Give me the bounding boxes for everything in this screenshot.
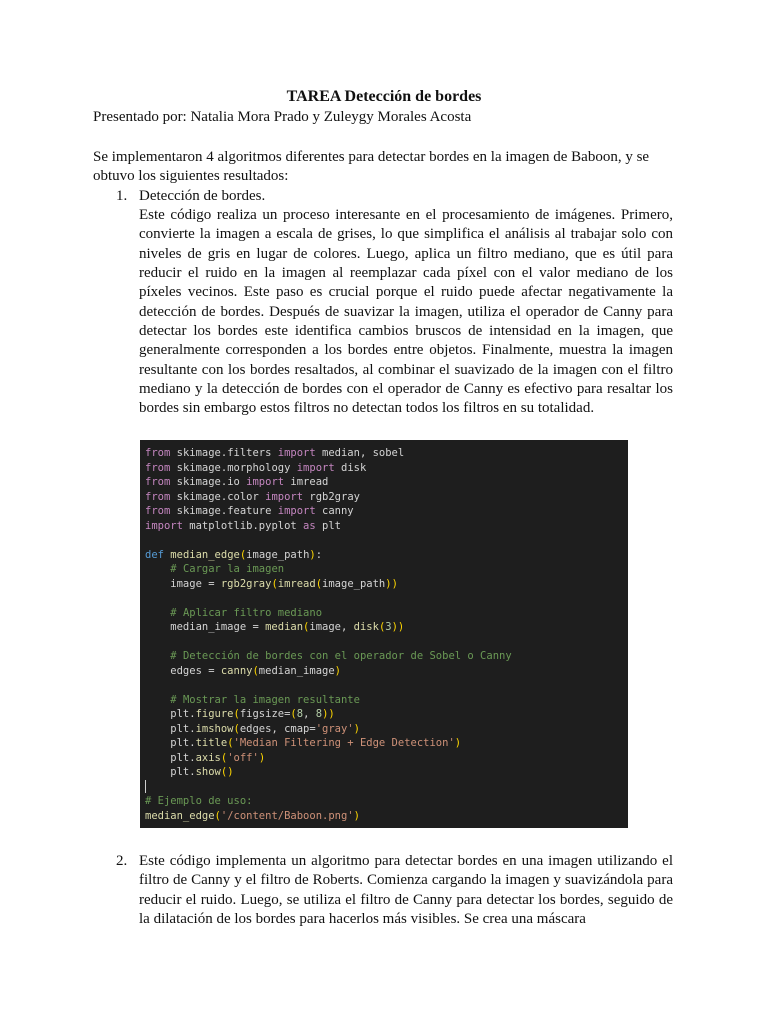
code-token: ( — [239, 548, 247, 561]
code-token: def — [145, 548, 164, 561]
authors-line: Presentado por: Natalia Mora Prado y Zuleygy Morales Acosta — [93, 109, 472, 125]
code-token: 3 — [385, 621, 392, 633]
code-token: ) — [353, 809, 360, 822]
code-token: disk — [334, 461, 367, 474]
code-token: ) — [454, 737, 462, 749]
code-token: skimage.morphology — [170, 461, 297, 474]
code-token: ( — [214, 809, 221, 822]
code-token: skimage.color — [170, 490, 266, 503]
code-token: rgb2gray — [220, 577, 272, 590]
code-token: ( — [303, 621, 310, 633]
code-token: axis — [195, 751, 221, 764]
code-token — [145, 694, 170, 706]
code-token: image_path — [322, 577, 386, 590]
code-token: : — [315, 548, 323, 561]
code-token: 8 — [296, 708, 304, 720]
code-token — [145, 563, 170, 575]
code-token: 8 — [315, 708, 323, 720]
code-line — [140, 794, 628, 809]
code-token: ( — [233, 722, 240, 735]
code-line — [140, 751, 628, 766]
document-title: TAREA Detección de bordes — [286, 88, 482, 105]
code-token: plt. — [145, 708, 196, 720]
code-token: disk — [353, 621, 379, 633]
code-token: edges, cmap= — [239, 722, 316, 735]
list-number-1: 1. — [116, 188, 128, 204]
code-token: canny — [315, 505, 354, 517]
code-token: figure — [195, 708, 234, 720]
code-token: 'off' — [227, 751, 259, 764]
code-line — [140, 707, 628, 722]
code-line — [140, 635, 628, 650]
code-token: skimage.feature — [170, 505, 278, 517]
item-1-heading: Detección de bordes. — [139, 188, 266, 204]
code-token: '/content/Baboon.png' — [220, 809, 354, 822]
code-token: )) — [391, 621, 405, 633]
code-token: plt. — [145, 722, 196, 735]
code-token: import — [296, 461, 335, 474]
code-token: ( — [290, 708, 297, 720]
code-token: )) — [385, 577, 398, 590]
code-token: ( — [220, 751, 228, 764]
code-line — [140, 461, 628, 476]
code-token: ( — [271, 577, 278, 590]
code-token: median_edge — [170, 548, 240, 561]
text-cursor — [145, 780, 146, 793]
code-token: median_edge — [145, 809, 215, 822]
code-token: ( — [252, 664, 259, 677]
code-token: title — [195, 737, 228, 749]
code-token: # Aplicar filtro mediano — [170, 606, 323, 619]
code-token: imread — [277, 577, 316, 590]
code-token: )) — [322, 708, 335, 720]
item-2-paragraph: Este código implementa un algoritmo para detectar bordes en una imagen utilizando el filtro de Canny y el filtro de Roberts. Comienza cargando la imagen y suavizándola para reducir el ruido. Luego, se utiliza el filtro de Canny para detectar los bordes, seguido de la dilatación de los bordes para hacerlos más visibles. Se crea una máscara — [139, 853, 673, 928]
code-line — [140, 533, 628, 548]
code-token: plt — [315, 519, 341, 532]
code-token: rgb2gray — [303, 490, 360, 503]
code-line — [140, 678, 628, 693]
code-token: imread — [284, 476, 329, 488]
code-token: ( — [227, 737, 234, 749]
code-token: import — [277, 505, 316, 517]
code-token: plt. — [145, 751, 196, 764]
code-token: 'Median Filtering + Edge Detection' — [233, 737, 455, 749]
code-screenshot — [140, 440, 628, 828]
code-token: 'gray' — [315, 722, 354, 735]
code-line — [140, 809, 628, 824]
code-line — [140, 780, 628, 795]
code-token: import — [145, 519, 183, 532]
code-token: image = — [145, 577, 221, 590]
code-token — [145, 650, 170, 662]
code-token: from — [145, 505, 171, 517]
code-line — [140, 548, 628, 563]
code-token: () — [220, 766, 234, 778]
code-line — [140, 446, 628, 461]
code-token: # Detección de bordes con el operador de Sobel o Canny — [170, 650, 512, 662]
code-line — [140, 577, 628, 592]
code-token: ) — [258, 751, 266, 764]
code-token: import — [246, 476, 285, 488]
code-token: image_path — [246, 548, 310, 561]
code-token: from — [145, 490, 171, 503]
code-token: import — [265, 490, 304, 503]
code-line — [140, 765, 628, 780]
code-token: canny — [220, 664, 253, 677]
code-token: # Mostrar la imagen resultante — [170, 693, 360, 706]
code-line — [140, 490, 628, 505]
item-1-paragraph: Este código realiza un proceso interesante en el procesamiento de imágenes. Primero, convierte la imagen a escala de grises, lo que simplifica el análisis al trabajar solo con niveles de gris en lugar de colores. Luego, aplica un filtro mediano, que es útil para reducir el ruido en la imagen al reemplazar cada píxel con el valor mediano de los píxeles vecinos. Este paso es crucial porque el ruido puede afectar negativamente la detección de bordes. Después de suavizar la imagen, utiliza el operador de Canny para detectar los bordes este identifica cambios bruscos de intensidad en la imagen, que generalmente corresponden a los bordes entre objetos. Finalmente, muestra la imagen resultante con los bordes resaltados, al combinar el suavizado de la imagen con el filtro mediano y la detección de bordes con el operador de Canny es efectivo para resaltar los bordes sin embargo estos filtros no detectan todos los filtros en su totalidad. — [139, 207, 673, 417]
code-token: from — [145, 461, 171, 474]
code-line — [140, 620, 628, 635]
code-token: ) — [309, 548, 316, 561]
code-line — [140, 722, 628, 737]
code-token: median_image — [258, 664, 335, 677]
code-line — [140, 649, 628, 664]
code-token: import — [277, 447, 316, 459]
code-token: skimage.filters — [170, 447, 278, 459]
code-token: as — [303, 519, 316, 532]
code-token: ) — [334, 664, 341, 677]
code-line — [140, 504, 628, 519]
code-token: plt. — [145, 766, 196, 778]
code-line — [140, 606, 628, 621]
code-token: image, — [309, 621, 354, 633]
code-token: median, sobel — [315, 447, 405, 459]
code-token: median_image = — [145, 621, 266, 633]
code-token: plt. — [145, 737, 196, 749]
code-token: ) — [353, 722, 360, 735]
code-token: # Cargar la imagen — [170, 563, 285, 575]
code-token — [145, 607, 170, 619]
code-line — [140, 591, 628, 606]
code-token: from — [145, 476, 171, 488]
code-line — [140, 519, 628, 534]
code-line — [140, 664, 628, 679]
code-token: skimage.io — [170, 476, 247, 488]
code-line — [140, 736, 628, 751]
code-token: from — [145, 447, 171, 459]
code-line — [140, 693, 628, 708]
intro-paragraph: Se implementaron 4 algoritmos diferentes para detectar bordes en la imagen de Baboon, y se obtuvo los siguientes resultados: — [93, 149, 650, 184]
code-line — [140, 475, 628, 490]
list-number-2: 2. — [116, 853, 128, 869]
code-token: figsize= — [239, 708, 291, 720]
code-token: # Ejemplo de uso: — [145, 795, 253, 807]
code-token: ( — [233, 708, 240, 720]
code-token: median — [265, 621, 304, 633]
code-line — [140, 562, 628, 577]
code-token: imshow — [195, 722, 234, 735]
code-token: ( — [315, 577, 323, 590]
code-token: matplotlib.pyplot — [182, 519, 304, 532]
code-token: show — [195, 766, 221, 778]
code-token: edges = — [145, 664, 221, 677]
code-token: , — [303, 708, 316, 720]
code-token: ( — [378, 621, 386, 633]
